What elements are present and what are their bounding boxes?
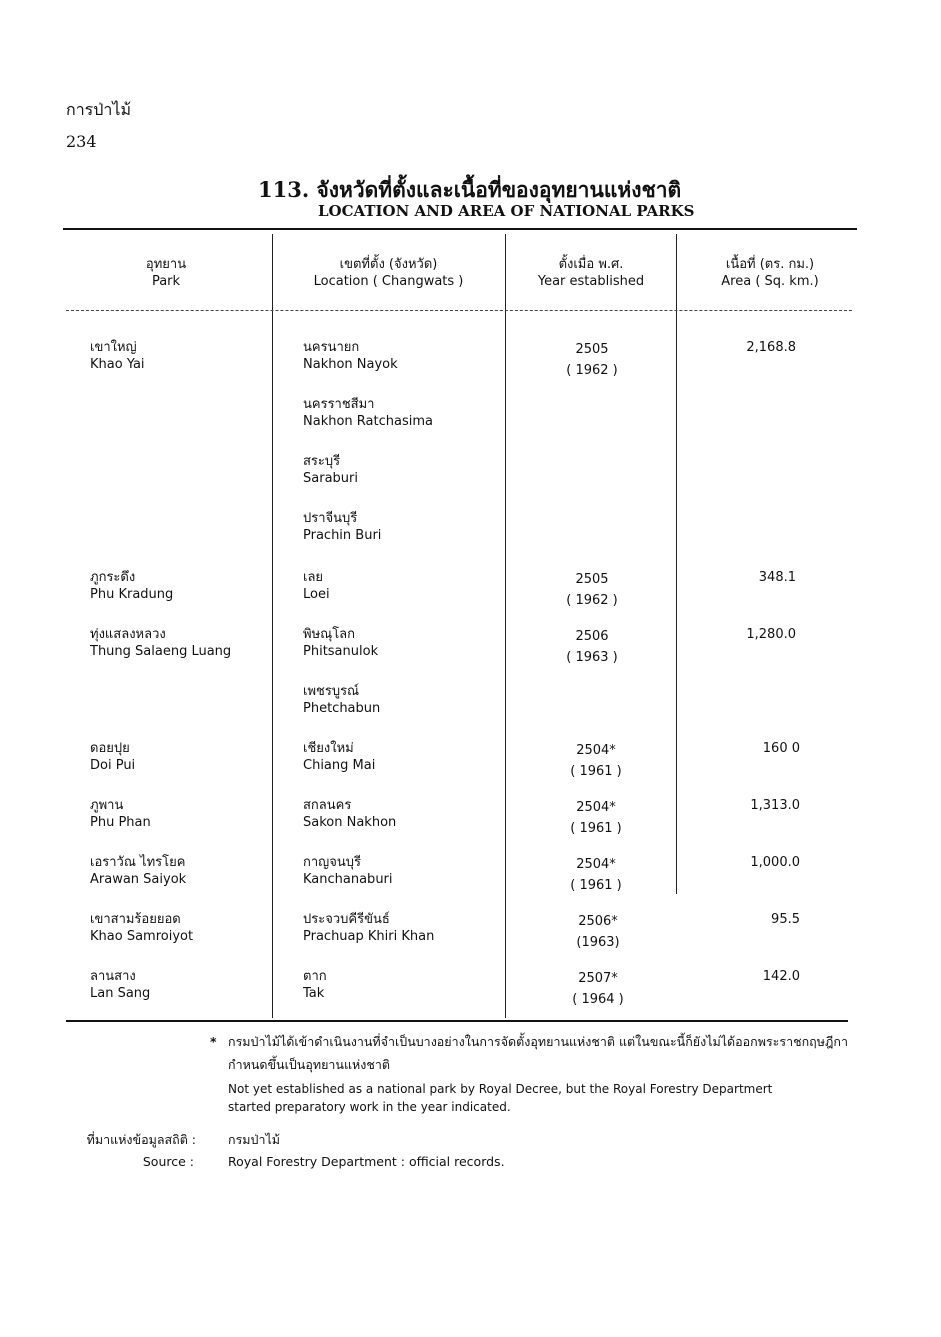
location: ประจวบคีรีขันธ์ Prachuap Khiri Khan xyxy=(303,912,435,944)
location: ตาก Tak xyxy=(303,969,327,1001)
year-established: 2507* ( 1964 ) xyxy=(572,971,624,1007)
footnote-marker: * xyxy=(210,1034,217,1049)
park-area: 95.5 xyxy=(771,912,800,927)
year-established: 2504* ( 1961 ) xyxy=(570,800,622,836)
table-bottom-rule xyxy=(66,1020,848,1022)
park-name: ภูพาน Phu Phan xyxy=(90,798,151,830)
park-area: 2,168.8 xyxy=(746,340,796,355)
location: สระบุรี Saraburi xyxy=(303,454,358,486)
column-header-park: อุทยาน Park xyxy=(145,257,187,289)
park-name: ภูกระดึง Phu Kradung xyxy=(90,570,174,602)
year-established: 2505 ( 1962 ) xyxy=(566,342,618,378)
park-name: เขาสามร้อยยอด Khao Samroiyot xyxy=(90,912,194,944)
park-name: เอราวัณ ไทรโยค Arawan Saiyok xyxy=(90,855,187,887)
park-name: ดอยปุย Doi Pui xyxy=(90,741,136,773)
park-name: ทุ่งแสลงหลวง Thung Salaeng Luang xyxy=(90,627,232,659)
park-area: 1,000.0 xyxy=(750,855,800,870)
column-header-year: ตั้งเมื่อ พ.ศ. Year established xyxy=(537,257,645,289)
page-number: 234 xyxy=(66,132,97,151)
location: เลย Loei xyxy=(303,570,330,602)
table-title-thai-text: จังหวัดที่ตั้งและเนื้อที่ของอุทยานแห่งชาติ xyxy=(316,177,682,202)
location: เชียงใหม่ Chiang Mai xyxy=(303,741,376,773)
table-number: 113. xyxy=(258,177,310,202)
column-divider-1 xyxy=(272,234,273,1018)
footnote-thai-2: กำหนดขึ้นเป็นอุทยานแห่งชาติ xyxy=(228,1057,390,1072)
year-established: 2505 ( 1962 ) xyxy=(566,572,618,608)
location: ปราจีนบุรี Prachin Buri xyxy=(303,511,382,543)
column-header-area: เนื้อที่ (ตร. กม.) Area ( Sq. km.) xyxy=(721,257,819,289)
location: นครราชสีมา Nakhon Ratchasima xyxy=(303,397,433,429)
location: สกลนคร Sakon Nakhon xyxy=(303,798,397,830)
table-title-english: LOCATION AND AREA OF NATIONAL PARKS xyxy=(318,202,695,220)
location: พิษณุโลก Phitsanulok xyxy=(303,627,379,659)
source-value-english: Royal Forestry Department : official records. xyxy=(228,1154,505,1169)
location: เพชรบูรณ์ Phetchabun xyxy=(303,684,381,716)
location: นครนายก Nakhon Nayok xyxy=(303,340,398,372)
source-label-thai: ที่มาแห่งข้อมูลสถิติ : xyxy=(86,1132,196,1147)
year-established: 2506* (1963) xyxy=(576,914,620,950)
year-established: 2506 ( 1963 ) xyxy=(566,629,618,665)
park-area: 142.0 xyxy=(762,969,800,984)
source-value-thai: กรมป่าไม้ xyxy=(228,1132,281,1147)
source-label-english: Source : xyxy=(142,1154,194,1169)
footnote-english-1: Not yet established as a national park by Royal Decree, but the Royal Forestry Departmert xyxy=(228,1082,773,1096)
park-area: 348.1 xyxy=(758,570,796,585)
footnote-english-2: started preparatory work in the year indicated. xyxy=(228,1100,511,1114)
section-header: การป่าไม้ xyxy=(66,100,131,119)
park-name: ลานสาง Lan Sang xyxy=(90,969,151,1001)
park-area: 160 0 xyxy=(762,741,800,756)
year-established: 2504* ( 1961 ) xyxy=(570,743,622,779)
year-established: 2504* ( 1961 ) xyxy=(570,857,622,893)
column-divider-2 xyxy=(505,234,506,1018)
park-area: 1,313.0 xyxy=(750,798,800,813)
header-divider xyxy=(66,310,852,311)
park-area: 1,280.0 xyxy=(746,627,796,642)
column-divider-3 xyxy=(676,234,677,894)
footnote-thai-1: กรมป่าไม้ได้เข้าดำเนินงานที่จำเป็นบางอย่างในการจัดตั้งอุทยานแห่งชาติ แต่ในขณะนี้ก็ยังไม่ได้ออกพระราชกฤษฎีกา xyxy=(228,1034,848,1049)
table-top-rule xyxy=(63,228,857,230)
park-name: เขาใหญ่ Khao Yai xyxy=(90,340,145,372)
location: กาญจนบุรี Kanchanaburi xyxy=(303,855,393,887)
column-header-location: เขตที่ตั้ง (จังหวัด) Location ( Changwats ) xyxy=(313,257,464,289)
